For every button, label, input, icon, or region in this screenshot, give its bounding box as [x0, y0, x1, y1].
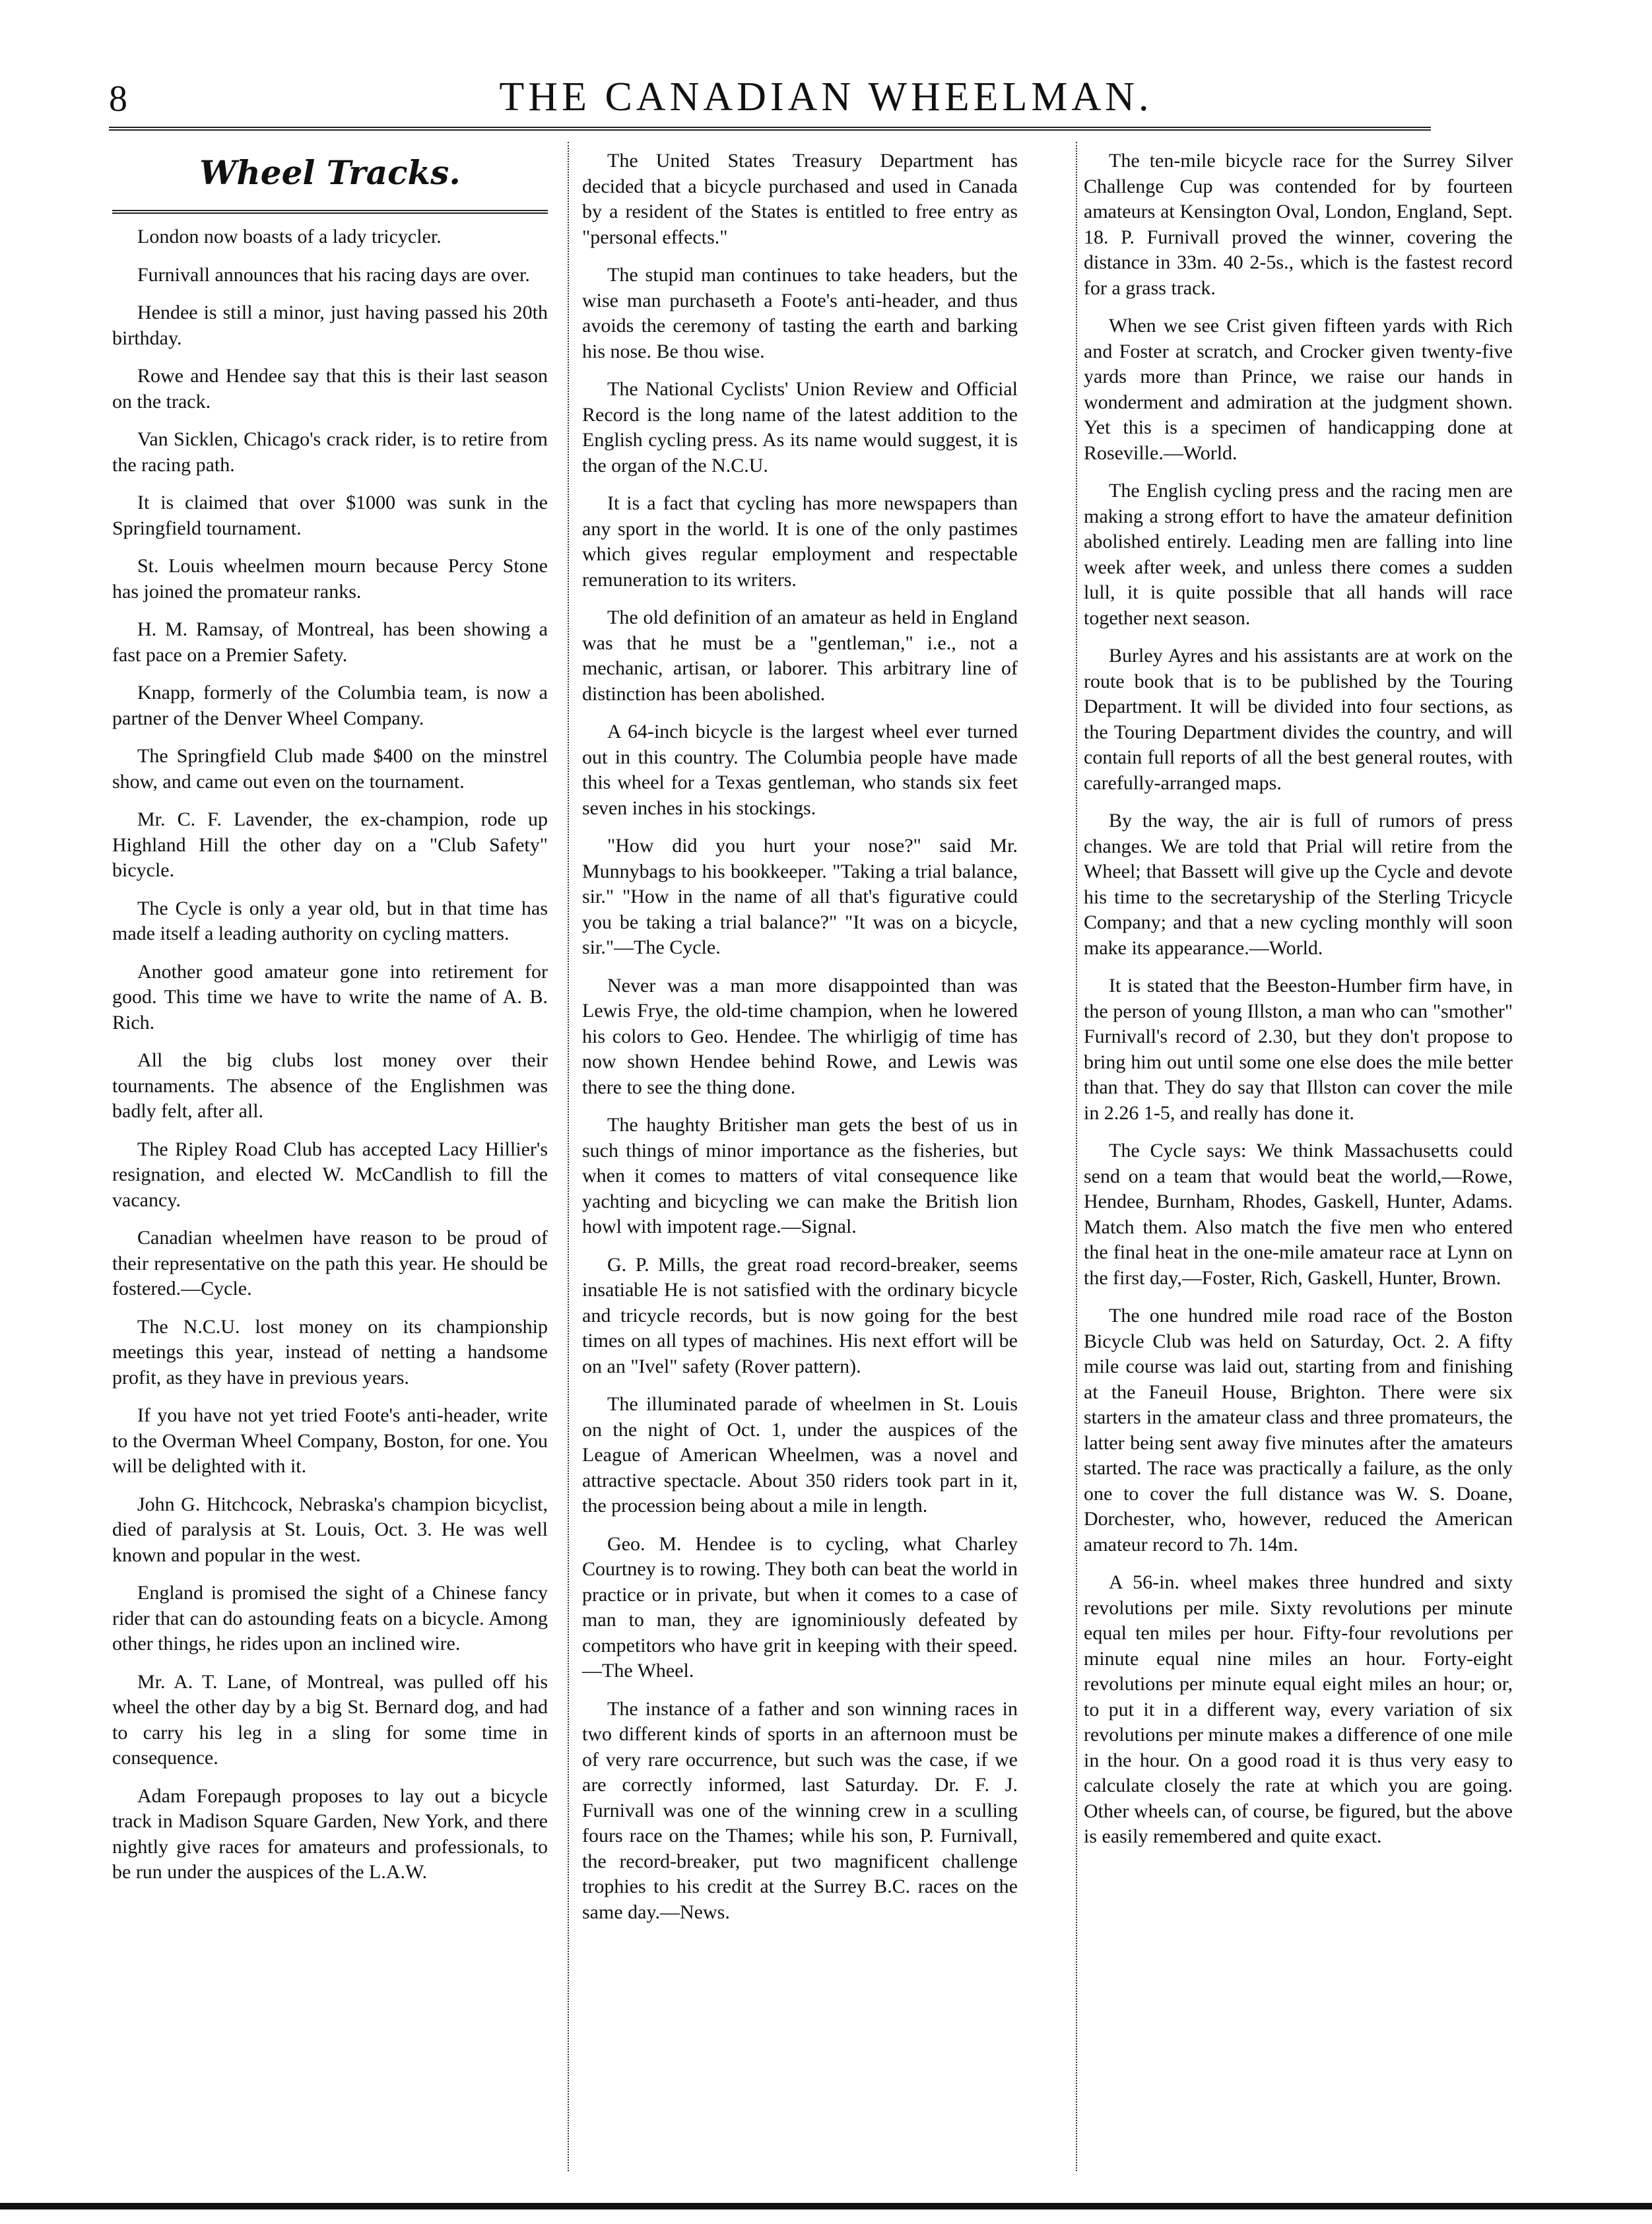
- news-paragraph: Canadian wheelmen have reason to be proud of their representative on the path this year. He should be fostered.—Cycle.: [112, 1227, 548, 1299]
- news-paragraph: It is claimed that over $1000 was sunk in the Springfield tournament.: [112, 492, 548, 539]
- news-paragraph: All the big clubs lost money over their tournaments. The absence of the Englishmen was badly felt, after all.: [112, 1049, 548, 1122]
- news-paragraph: The Ripley Road Club has accepted Lacy Hillier's resignation, and elected W. McCandlish to fill the vacancy.: [112, 1138, 548, 1211]
- news-paragraph: The Springfield Club made $400 on the minstrel show, and came out even on the tournament.: [112, 745, 548, 793]
- news-paragraph: The Cycle is only a year old, but in that time has made itself a leading authority on cycling matters.: [112, 897, 548, 944]
- bottom-rule: [0, 2203, 1652, 2209]
- news-paragraph: The ten-mile bicycle race for the Surrey Silver Challenge Cup was contended for by fourteen amateurs at Kensington Oval, London, England, Sept. 18. P. Furnivall proved the winner, covering the distance in 33m. 40 2-5s., which is the fastest record for a grass track.: [1084, 150, 1513, 299]
- news-paragraph: It is stated that the Beeston-Humber firm have, in the person of young Illston, a man who can "smother" Furnivall's record of 2.30, but they don't propose to bring him out until some one else does the mile better than that. They do say that Illston can cover the mile in 2.26 1-5, and really has done it.: [1084, 975, 1513, 1124]
- news-paragraph: A 64-inch bicycle is the largest wheel ever turned out in this country. The Columbia people have made this wheel for a Texas gentleman, who stands six feet seven inches in his stockings.: [582, 721, 1018, 819]
- news-paragraph: By the way, the air is full of rumors of press changes. We are told that Prial will retire from the Wheel; that Bassett will give up the Cycle and devote his time to the secretaryship of the Sterling Tricycle Company; and that a new cycling monthly will soon make its appearance.—World.: [1084, 810, 1513, 959]
- news-paragraph: Rowe and Hendee say that this is their last season on the track.: [112, 365, 548, 412]
- news-paragraph: England is promised the sight of a Chinese fancy rider that can do astounding feats on a bicycle. Among other things, he rides upon an inclined wire.: [112, 1582, 548, 1654]
- news-paragraph: H. M. Ramsay, of Montreal, has been showing a fast pace on a Premier Safety.: [112, 618, 548, 666]
- news-paragraph: The old definition of an amateur as held in England was that he must be a "gentleman," i.e., not a mechanic, artisan, or laborer. This arbitrary line of distinction has been abolished.: [582, 606, 1018, 705]
- news-paragraph: The illuminated parade of wheelmen in St. Louis on the night of Oct. 1, under the auspices of the League of American Wheelmen, was a novel and attractive spectacle. About 350 riders took part in it, the procession being about a mile in length.: [582, 1393, 1018, 1517]
- news-paragraph: Adam Forepaugh proposes to lay out a bicycle track in Madison Square Garden, New York, and there nightly give races for amateurs and professionals, to be run under the auspices of the L.A.W.: [112, 1784, 548, 1883]
- news-paragraph: Van Sicklen, Chicago's crack rider, is to retire from the racing path.: [112, 428, 548, 476]
- news-paragraph: Knapp, formerly of the Columbia team, is now a partner of the Denver Wheel Company.: [112, 682, 548, 729]
- top-rule: [109, 127, 1431, 131]
- news-paragraph: It is a fact that cycling has more newspapers than any sport in the world. It is one of the only pastimes which gives regular employment and respectable remuneration to its writers.: [582, 492, 1018, 591]
- news-paragraph: The English cycling press and the racing men are making a strong effort to have the amateur definition abolished entirely. Leading men are falling into line week after week, and unless there comes a sudden lull, it is quite possible that all hands will race together next season.: [1084, 480, 1513, 629]
- news-paragraph: The N.C.U. lost money on its championship meetings this year, instead of netting a handsome profit, as they have in previous years.: [112, 1315, 548, 1389]
- news-paragraph: The Cycle says: We think Massachusetts could send on a team that would beat the world,—Rowe, Hendee, Burnham, Rhodes, Gaskell, Hunter, Adams. Match them. Also match the five men who entered the final heat in the one-mile amateur race at Lynn on the first day,—Foster, Rich, Gaskell, Hunter, Brown.: [1084, 1140, 1513, 1289]
- news-paragraph: Geo. M. Hendee is to cycling, what Charley Courtney is to rowing. They both can beat the world in practice or in private, but when it comes to a case of man to man, they are ignominiously defeated by competitors who have grit in keeping with their speed.—The Wheel.: [582, 1532, 1018, 1682]
- news-paragraph: Never was a man more disappointed than was Lewis Frye, the old-time champion, when he lowered his colors to Geo. Hendee. The whirligig of time has now shown Hendee behind Rowe, and Lewis was there to see the thing done.: [582, 974, 1018, 1098]
- news-paragraph: The stupid man continues to take headers, but the wise man purchaseth a Foote's anti-header, and thus avoids the ceremony of tasting the earth and barking his nose. Be thou wise.: [582, 264, 1018, 362]
- news-paragraph: The one hundred mile road race of the Boston Bicycle Club was held on Saturday, Oct. 2. A fifty mile course was laid out, starting from and finishing at the Faneuil House, Brighton. There were six starters in the amateur class and three promateurs, the latter being sent away five minutes after the amateurs started. The race was practically a failure, as the only one to cover the full distance was W. S. Doane, Dorchester, who, however, reduced the American amateur record to 7h. 14m.: [1084, 1305, 1513, 1555]
- news-paragraph: St. Louis wheelmen mourn because Percy Stone has joined the promateur ranks.: [112, 555, 548, 603]
- column-divider-2: [1076, 142, 1077, 2171]
- news-paragraph: Another good amateur gone into retirement for good. This time we have to write the name of A. B. Rich.: [112, 960, 548, 1033]
- news-paragraph: Burley Ayres and his assistants are at work on the route book that is to be published by the Touring Department. It will be divided into four sections, as the Touring Department divides the country, and will contain full reports of all the best general routes, with carefully-arranged maps.: [1084, 645, 1513, 794]
- news-paragraph: Furnivall announces that his racing days are over.: [137, 263, 530, 286]
- news-paragraph: Hendee is still a minor, just having passed his 20th birthday.: [112, 302, 548, 349]
- news-paragraph: Mr. A. T. Lane, of Montreal, was pulled off his wheel the other day by a big St. Bernard dog, and had to carry his leg in a sling for some time in consequence.: [112, 1670, 548, 1769]
- news-paragraph: The haughty Britisher man gets the best of us in such things of minor importance as the fisheries, but when it comes to matters of vital consequence like yachting and bicycling we can make the British lion howl with impotent rage.—Signal.: [582, 1114, 1018, 1237]
- column-1: [112, 224, 548, 1898]
- news-paragraph: A 56-in. wheel makes three hundred and sixty revolutions per mile. Sixty revolutions per minute equal ten miles per hour. Fifty-four revolutions per minute equal nine miles an hour. Forty-eight revolutions per minute equal eight miles an hour; or, to put it in a different way, every variation of six revolutions per minute makes a difference of one mile in the hour. On a good road it is thus very easy to calculate closely the rate at which you are going. Other wheels can, of course, be figured, but the above is easily remembered and quite exact.: [1084, 1571, 1513, 1847]
- news-paragraph: When we see Crist given fifteen yards with Rich and Foster at scratch, and Crocker given twenty-five yards more than Prince, we raise our hands in wonderment and admiration at the judgment shown. Yet this is a specimen of handicapping done at Roseville.—World.: [1084, 315, 1513, 464]
- title-rule: [112, 210, 548, 214]
- news-paragraph: John G. Hitchcock, Nebraska's champion bicyclist, died of paralysis at St. Louis, Oct. 3. He was well known and popular in the west.: [112, 1493, 548, 1566]
- page-number: 8: [109, 79, 127, 119]
- news-paragraph: "How did you hurt your nose?" said Mr. Munnybags to his bookkeeper. "Taking a trial balance, sir." "How in the name of all that's figurative could you be taking a trial balance?" "It was on a bicycle, sir."—The Cycle.: [582, 835, 1018, 958]
- news-paragraph: London now boasts of a lady tricycler.: [137, 226, 442, 247]
- column-2: [582, 148, 1018, 1938]
- news-paragraph: If you have not yet tried Foote's anti-header, write to the Overman Wheel Company, Boston, for one. You will be delighted with it.: [112, 1404, 548, 1477]
- news-paragraph: The United States Treasury Department has decided that a bicycle purchased and used in Canada by a resident of the States is entitled to free entry as "personal effects.": [582, 150, 1018, 248]
- section-title: Wheel Tracks.: [199, 153, 461, 192]
- column-3: [1084, 148, 1513, 1862]
- news-paragraph: The instance of a father and son winning races in two different kinds of sports in an afternoon must be of very rare occurrence, but such was the case, if we are correctly informed, last Saturday. Dr. F. J. Furnivall was one of the winning crew in a sculling fours race on the Thames; while his son, P. Furnivall, the record-breaker, put two magnificent challenge trophies to his credit at the Surrey B.C. races on the same day.—News.: [582, 1697, 1018, 1923]
- news-paragraph: G. P. Mills, the great road record-breaker, seems insatiable He is not satisfied with the ordinary bicycle and tricycle records, but is now going for the best times on all types of machines. His next effort will be on an "Ivel" safety (Rover pattern).: [582, 1253, 1018, 1377]
- news-paragraph: The National Cyclists' Union Review and Official Record is the long name of the latest addition to the English cycling press. As its name would suggest, it is the organ of the N.C.U.: [582, 378, 1018, 476]
- column-divider-1: [568, 142, 569, 2171]
- masthead: THE CANADIAN WHEELMAN.: [499, 75, 1153, 119]
- news-paragraph: Mr. C. F. Lavender, the ex-champion, rode up Highland Hill the other day on a "Club Safety" bicycle.: [112, 808, 548, 881]
